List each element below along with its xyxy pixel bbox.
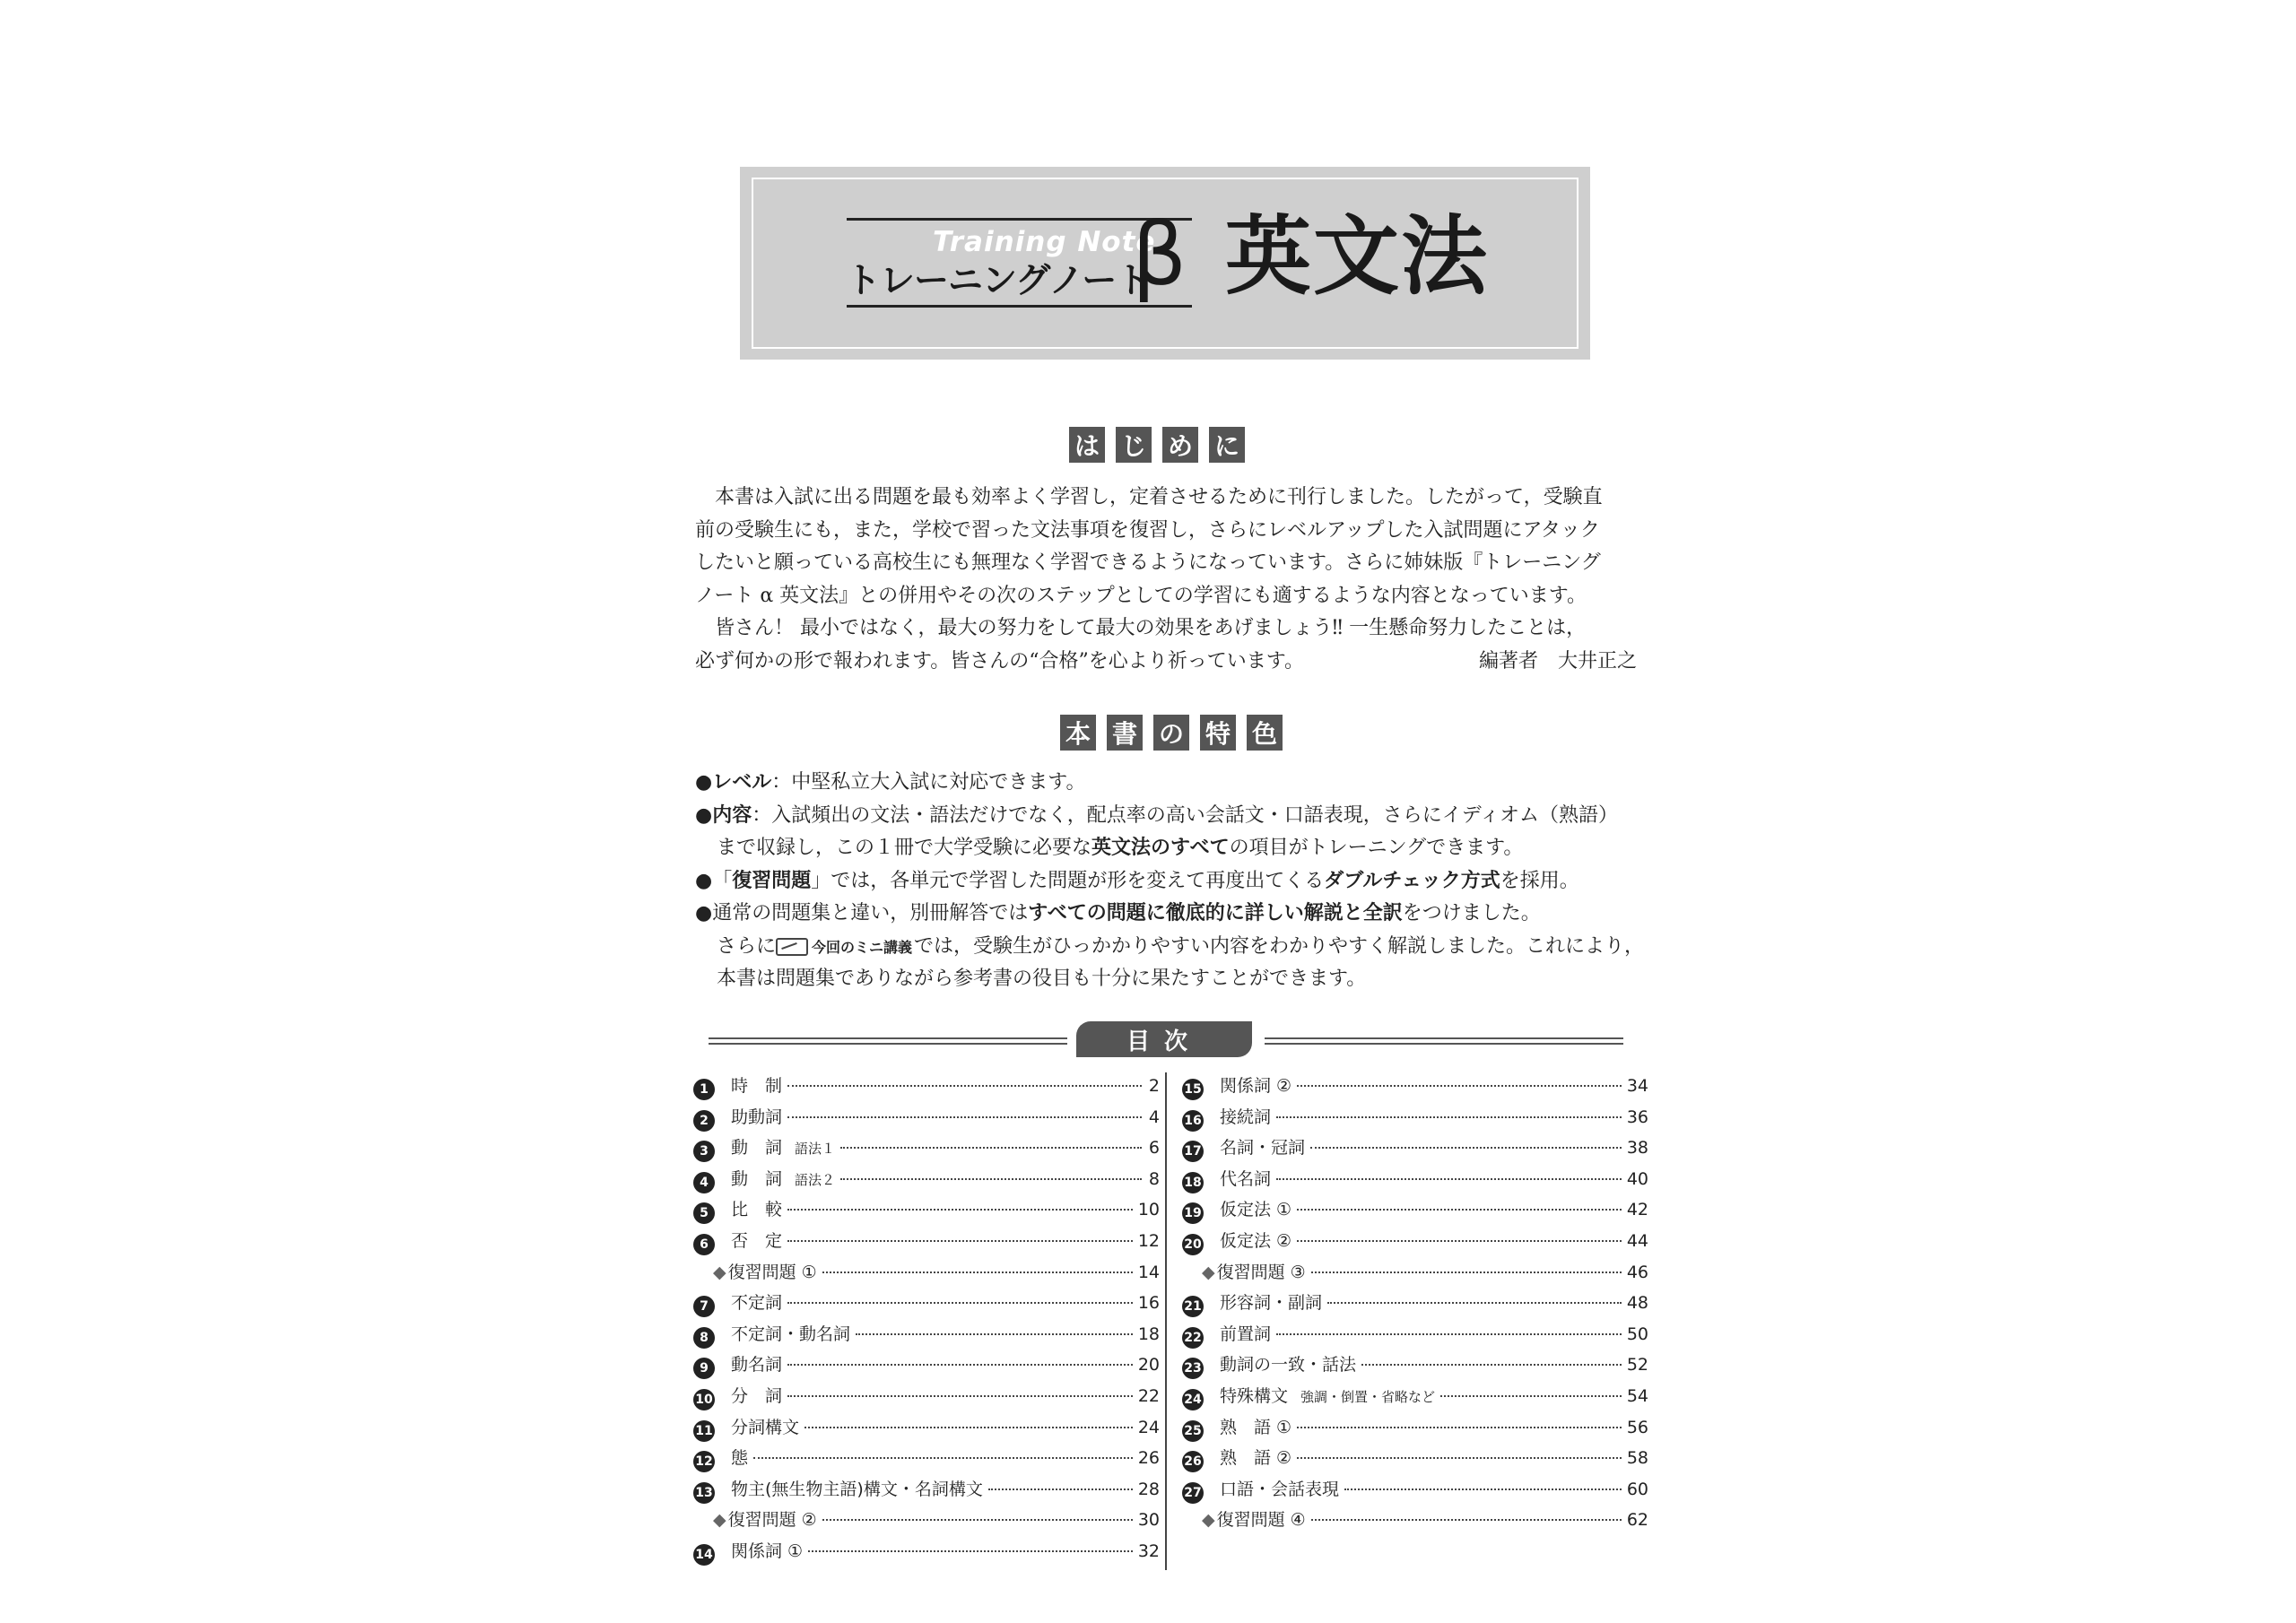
dot-leader	[856, 1333, 1133, 1335]
toc-page-number: 44	[1626, 1230, 1648, 1251]
toc-entry-label: 熟 語 ②	[1220, 1448, 1292, 1469]
chapter-number-badge: 21	[1182, 1296, 1204, 1317]
chapter-number-badge: 27	[1182, 1482, 1204, 1504]
intro-line: 本書は入試に出る問題を最も効率よく学習し，定着させるために刊行しました。したがって，受験直	[715, 486, 1603, 508]
toc-entry-label: 時 制	[731, 1076, 783, 1096]
mini-lecture-label: 今回のミニ講義	[812, 939, 913, 956]
dot-leader	[840, 1147, 1142, 1149]
toc-entry-label: 前置詞	[1220, 1324, 1272, 1344]
feature-item-continued: まで収録し，この１冊で大学受験に必要な英文法のすべての項目がトレーニングできます。	[717, 837, 1524, 859]
toc-page-number: 10	[1137, 1200, 1160, 1220]
toc-page-number: 46	[1626, 1262, 1648, 1282]
toc-page-number: 6	[1148, 1138, 1160, 1159]
toc-entry-label: 熟 語 ①	[1220, 1417, 1292, 1437]
chapter-number-badge: 1	[693, 1079, 715, 1100]
toc-entry-label: 口語・会話表現	[1220, 1479, 1340, 1499]
toc-entry-label: 分 詞	[731, 1385, 783, 1406]
toc-entry	[1182, 1351, 1648, 1383]
toc-page-number: 4	[1148, 1107, 1160, 1127]
dot-leader	[1297, 1427, 1622, 1428]
dot-leader	[1310, 1147, 1622, 1149]
chapter-number-badge: 22	[1182, 1327, 1204, 1349]
toc-entry-label: ◆ 復習問題 ②	[713, 1506, 817, 1531]
feature-item: ●「復習問題」では，各単元で学習した問題が形を変えて再度出てくるダブルチェック方式を採用。	[695, 869, 1579, 892]
intro-line: 必ず何かの形で報われます。皆さんの“合格”を心より祈っています。	[695, 649, 1304, 673]
series-name-english: Training Note	[933, 226, 1156, 258]
feature-item-continued: さらに 今回のミニ講義では，受験生がひっかかりやすい内容をわかりやすく解説しました。これにより，	[717, 934, 1645, 958]
intro-line: 皆さん！ 最小ではなく，最大の努力をして最大の効果をあげましょう‼ 一生懸命努力したことは，	[715, 617, 1587, 639]
toc-entry-label: 助動詞	[731, 1107, 783, 1127]
intro-heading	[1069, 427, 1245, 463]
series-name-japanese: トレーニングノート	[846, 261, 1151, 301]
toc-page-number: 20	[1137, 1355, 1160, 1376]
toc-entry	[1182, 1228, 1648, 1259]
toc-right-column	[1182, 1072, 1648, 1538]
dot-leader	[822, 1519, 1133, 1521]
chapter-number-badge: 5	[693, 1202, 715, 1224]
chapter-number-badge: 9	[693, 1358, 715, 1379]
toc-entry	[693, 1321, 1160, 1352]
toc-page-number: 18	[1137, 1324, 1160, 1344]
toc-entry	[693, 1072, 1160, 1104]
toc-entry	[1182, 1289, 1648, 1321]
author-signature: 編著者 大井正之	[1478, 649, 1637, 673]
chapter-number-badge: 7	[693, 1296, 715, 1317]
toc-entry-label: 動 詞	[731, 1138, 783, 1159]
toc-page-number: 22	[1137, 1385, 1160, 1406]
heading-tile: は	[1069, 427, 1105, 463]
toc-entry	[693, 1228, 1160, 1259]
toc-entry-label: 関係詞 ②	[1220, 1076, 1292, 1096]
chapter-number-badge: 19	[1182, 1202, 1204, 1224]
toc-entry	[1182, 1104, 1648, 1135]
series-greek-letter: β	[1132, 204, 1187, 305]
toc-page-number: 62	[1626, 1510, 1648, 1531]
toc-page-number: 14	[1137, 1262, 1160, 1282]
chapter-number-badge: 13	[693, 1482, 715, 1504]
dot-leader	[1276, 1116, 1622, 1118]
intro-line: 前の受験生にも，また，学校で習った文法事項を復習し，さらにレベルアップした入試問題にアタック	[695, 518, 1600, 542]
series-rule-bottom	[847, 305, 1192, 308]
toc-page-number: 16	[1137, 1293, 1160, 1314]
chapter-number-badge: 18	[1182, 1172, 1204, 1193]
toc-entry	[1182, 1476, 1648, 1507]
toc-page-number: 54	[1626, 1385, 1648, 1406]
dot-leader	[787, 1302, 1133, 1304]
toc-page-number: 56	[1626, 1417, 1648, 1437]
toc-page-number: 12	[1137, 1230, 1160, 1251]
toc-page-number: 42	[1626, 1200, 1648, 1220]
toc-review-entry	[693, 1259, 1160, 1290]
dot-leader	[1311, 1271, 1622, 1273]
toc-entry	[1182, 1321, 1648, 1352]
book-title: 英文法	[1225, 206, 1489, 307]
dot-leader	[787, 1085, 1142, 1087]
toc-rule-right	[1265, 1037, 1623, 1045]
toc-entry	[1182, 1414, 1648, 1445]
features-body	[695, 767, 1646, 996]
toc-entry-label: 不定詞	[731, 1293, 783, 1314]
dot-leader	[787, 1116, 1142, 1118]
chapter-number-badge: 2	[693, 1110, 715, 1132]
toc-page-number: 26	[1137, 1448, 1160, 1469]
toc-entry	[693, 1414, 1160, 1445]
toc-entry	[1182, 1134, 1648, 1166]
toc-entry-label: 動詞の一致・話法	[1220, 1355, 1357, 1376]
chapter-number-badge: 6	[693, 1234, 715, 1255]
toc-left-column	[693, 1072, 1160, 1569]
heading-tile: に	[1209, 427, 1245, 463]
chapter-number-badge: 14	[693, 1544, 715, 1566]
dot-leader	[1297, 1085, 1622, 1087]
dot-leader	[1297, 1457, 1622, 1459]
dot-leader	[822, 1271, 1133, 1273]
chapter-number-badge: 4	[693, 1172, 715, 1193]
toc-entry-sublabel: 語法１	[795, 1141, 836, 1158]
toc-page-number: 40	[1626, 1168, 1648, 1189]
toc-entry	[1182, 1383, 1648, 1414]
dot-leader	[1297, 1209, 1622, 1211]
feature-item: ●内容：入試頻出の文法・語法だけでなく，配点率の高い会話文・口語表現，さらにイディオム（熟語）	[695, 803, 1619, 827]
toc-entry-label: 分詞構文	[731, 1417, 800, 1437]
toc-entry	[1182, 1196, 1648, 1228]
chapter-number-badge: 26	[1182, 1451, 1204, 1472]
heading-tile: 本	[1060, 715, 1096, 751]
toc-rule-left	[709, 1037, 1067, 1045]
chapter-number-badge: 3	[693, 1141, 715, 1162]
intro-line: ノート α 英文法』との併用やその次のステップとしての学習にも適するような内容となっています。	[695, 584, 1587, 607]
toc-page-number: 48	[1626, 1293, 1648, 1314]
toc-page-number: 30	[1137, 1510, 1160, 1531]
chapter-number-badge: 17	[1182, 1141, 1204, 1162]
dot-leader	[1297, 1240, 1622, 1242]
toc-review-entry	[1182, 1259, 1648, 1290]
features-heading	[1060, 715, 1283, 751]
toc-column-divider	[1165, 1072, 1167, 1570]
heading-tile: の	[1153, 715, 1189, 751]
dot-leader	[988, 1488, 1133, 1490]
chapter-number-badge: 10	[693, 1389, 715, 1410]
heading-tile: 書	[1107, 715, 1143, 751]
dot-leader	[787, 1395, 1133, 1397]
toc-entry-label: ◆ 復習問題 ①	[713, 1259, 817, 1283]
dot-leader	[1344, 1488, 1622, 1490]
toc-page-number: 58	[1626, 1448, 1648, 1469]
toc-entry-label: 特殊構文	[1220, 1385, 1289, 1406]
heading-tile: じ	[1116, 427, 1152, 463]
dot-leader	[1276, 1178, 1622, 1180]
toc-entry-label: 不定詞・動名詞	[731, 1324, 851, 1344]
toc-entry	[693, 1289, 1160, 1321]
toc-entry-label: ◆ 復習問題 ③	[1202, 1259, 1306, 1283]
dot-leader	[787, 1364, 1133, 1366]
chapter-number-badge: 25	[1182, 1420, 1204, 1442]
toc-entry-label: 動 詞	[731, 1168, 783, 1189]
chapter-number-badge: 24	[1182, 1389, 1204, 1410]
chapter-number-badge: 23	[1182, 1358, 1204, 1379]
toc-entry	[1182, 1445, 1648, 1476]
toc-entry	[693, 1538, 1160, 1569]
intro-body	[695, 482, 1637, 678]
toc-entry	[693, 1134, 1160, 1166]
toc-entry	[1182, 1166, 1648, 1197]
toc-entry	[693, 1445, 1160, 1476]
heading-tile: め	[1162, 427, 1198, 463]
toc-page-number: 8	[1148, 1168, 1160, 1189]
dot-leader	[787, 1240, 1133, 1242]
toc-entry-label: 関係詞 ①	[731, 1541, 804, 1561]
toc-page-number: 50	[1626, 1324, 1648, 1344]
dot-leader	[1440, 1395, 1622, 1397]
toc-page-number: 38	[1626, 1138, 1648, 1159]
toc-entry-label: 仮定法 ②	[1220, 1230, 1292, 1251]
toc-entry-label: ◆ 復習問題 ④	[1202, 1506, 1306, 1531]
chapter-number-badge: 12	[693, 1451, 715, 1472]
feature-item: ●レベル：中堅私立大入試に対応できます。	[695, 771, 1086, 794]
toc-entry-label: 比 較	[731, 1200, 783, 1220]
toc-page-number: 52	[1626, 1355, 1648, 1376]
toc-entry-label: 仮定法 ①	[1220, 1200, 1292, 1220]
dot-leader	[787, 1209, 1133, 1211]
heading-tile: 色	[1247, 715, 1283, 751]
dot-leader	[1361, 1364, 1622, 1366]
toc-heading: 目次	[1076, 1021, 1252, 1057]
mini-lecture-icon	[776, 938, 808, 956]
intro-last-row	[695, 646, 1637, 679]
dot-leader	[1327, 1302, 1622, 1304]
toc-entry-label: 態	[731, 1448, 749, 1469]
chapter-number-badge: 20	[1182, 1234, 1204, 1255]
toc-page-number: 34	[1626, 1076, 1648, 1096]
toc-page-number: 24	[1137, 1417, 1160, 1437]
toc-entry	[693, 1476, 1160, 1507]
toc-entry	[693, 1383, 1160, 1414]
feature-item: ●通常の問題集と違い，別冊解答ではすべての問題に徹底的に詳しい解説と全訳をつけました。	[695, 902, 1541, 924]
toc-entry-sublabel: 強調・倒置・省略など	[1300, 1388, 1436, 1405]
toc-entry-label: 物主(無生物主語)構文・名詞構文	[731, 1479, 983, 1499]
toc-entry-label: 名詞・冠詞	[1220, 1138, 1306, 1159]
toc-page-number: 2	[1148, 1076, 1160, 1096]
toc-entry-label: 代名詞	[1220, 1168, 1272, 1189]
toc-review-entry	[1182, 1506, 1648, 1538]
toc-page-number: 28	[1137, 1479, 1160, 1499]
toc-entry	[693, 1351, 1160, 1383]
chapter-number-badge: 15	[1182, 1079, 1204, 1100]
dot-leader	[1311, 1519, 1622, 1521]
toc-entry-label: 接続詞	[1220, 1107, 1272, 1127]
toc-entry-label: 形容詞・副詞	[1220, 1293, 1323, 1314]
dot-leader	[1276, 1333, 1622, 1335]
toc-entry	[693, 1166, 1160, 1197]
heading-tile: 特	[1200, 715, 1236, 751]
dot-leader	[808, 1550, 1133, 1552]
dot-leader	[753, 1457, 1133, 1459]
chapter-number-badge: 11	[693, 1420, 715, 1442]
toc-page-number: 32	[1137, 1541, 1160, 1561]
toc-entry	[1182, 1072, 1648, 1104]
toc-entry-label: 動名詞	[731, 1355, 783, 1376]
toc-page-number: 60	[1626, 1479, 1648, 1499]
feature-item-continued: 本書は問題集でありながら参考書の役目も十分に果たすことができます。	[717, 968, 1367, 990]
toc-entry	[693, 1104, 1160, 1135]
dot-leader	[804, 1427, 1133, 1428]
toc-entry	[693, 1196, 1160, 1228]
dot-leader	[840, 1178, 1142, 1180]
toc-page-number: 36	[1626, 1107, 1648, 1127]
chapter-number-badge: 8	[693, 1327, 715, 1349]
chapter-number-badge: 16	[1182, 1110, 1204, 1132]
intro-line: したいと願っている高校生にも無理なく学習できるようになっています。さらに姉妹版『トレーニング	[695, 551, 1601, 574]
toc-entry-sublabel: 語法２	[795, 1171, 836, 1188]
toc-entry-label: 否 定	[731, 1230, 783, 1251]
toc-review-entry	[693, 1506, 1160, 1538]
